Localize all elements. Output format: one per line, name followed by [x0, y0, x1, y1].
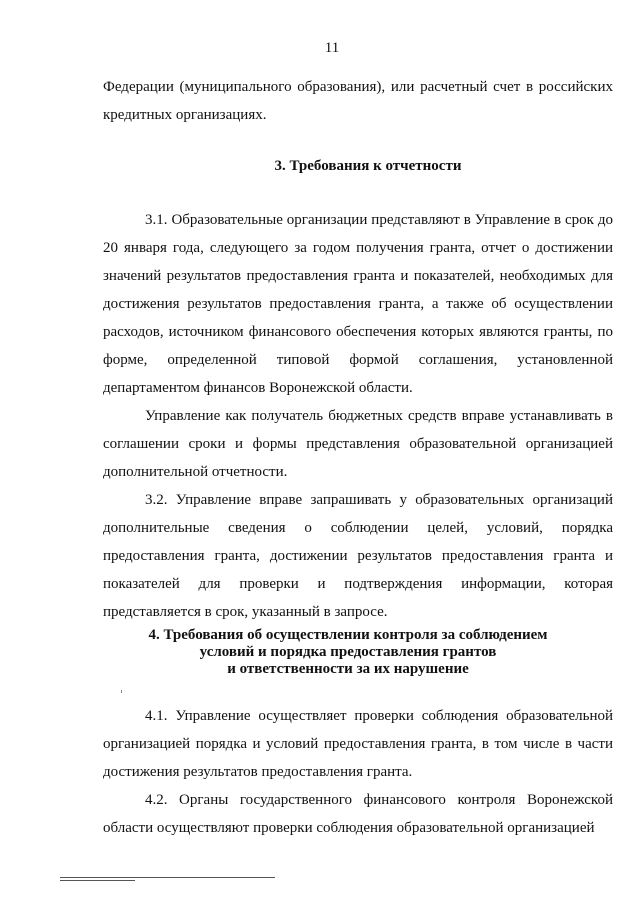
paragraph-3-2: 3.2. Управление вправе запрашивать у образовательных организаций дополнительные сведения о соблюдении целей, условий, порядка предоставления гранта, достижении результатов предоставления гранта и показателей для проверки и подтверждения информации, которая представляется в срок, указанный в запросе.: [103, 492, 613, 620]
footer-rule: [60, 877, 275, 878]
footer-rule-short: [60, 880, 135, 881]
paragraph-4-2: 4.2. Органы государственного финансового контроля Воронежской области осуществляют проверки соблюдения образовательной организацией: [103, 792, 613, 836]
section-3-heading: [113, 158, 623, 175]
section-3-body: [103, 206, 613, 626]
section-4-heading-line-3: и ответственности за их нарушение: [227, 661, 469, 677]
intro-paragraph: Федерации (муниципального образования), или расчетный счет в российских кредитных организациях.: [103, 79, 613, 123]
paragraph-4-1: 4.1. Управление осуществляет проверки соблюдения образовательной организацией порядка и условий предоставления гранта, в том числе в части достижения результатов предоставления гранта.: [103, 708, 613, 780]
section-3-heading-text: 3. Требования к отчетности: [274, 158, 462, 174]
scan-mark: [121, 690, 122, 693]
section-4-heading-line-2: условий и порядка предоставления грантов: [199, 644, 497, 660]
paragraph-3-1: 3.1. Образовательные организации представляют в Управление в срок до 20 января года, следующего за годом получения гранта, отчет о достижении значений результатов предоставления гранта и показателей, необходимых для достижения результатов предоставления гранта, а также об осуществлении расходов, источником финансового обеспечения которых являются гранты, по форме, определенной типовой формой соглашения, установленной департаментом финансов Воронежской области.: [103, 212, 613, 396]
section-4-heading: [93, 627, 603, 678]
section-4-heading-line-1: 4. Требования об осуществлении контроля за соблюдением: [148, 627, 548, 643]
section-4-body: [103, 702, 613, 842]
page-number: 11: [324, 40, 340, 56]
intro-text-block: [103, 73, 613, 129]
paragraph-3-1-addendum: Управление как получатель бюджетных средств вправе устанавливать в соглашении сроки и формы представления образовательной организацией дополнительной отчетности.: [103, 408, 613, 480]
